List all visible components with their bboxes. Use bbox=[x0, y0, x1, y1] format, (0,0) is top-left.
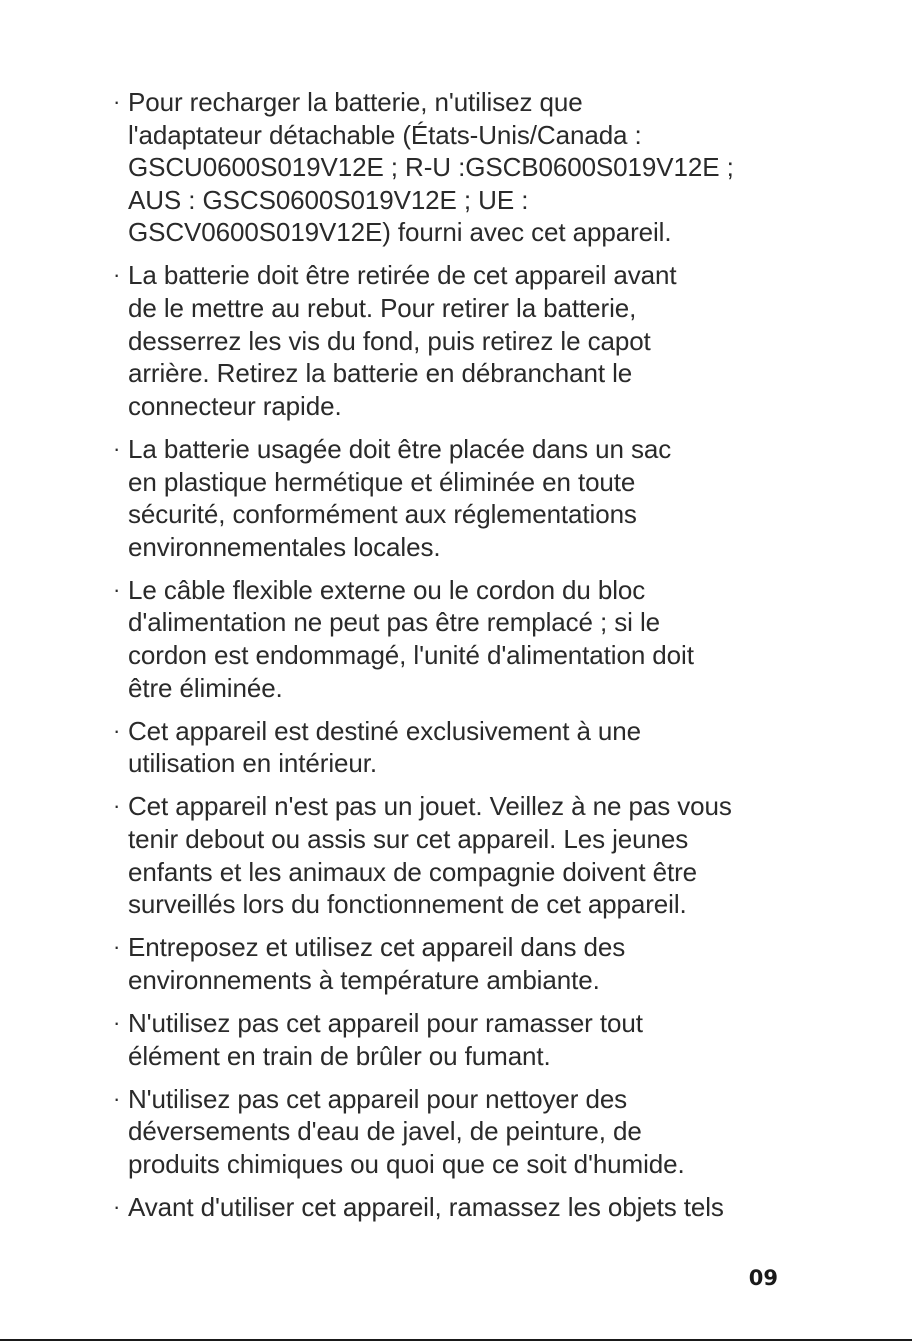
list-item-text-line: cordon est endommagé, l'unité d'alimentation doit bbox=[128, 640, 694, 670]
list-item-text-line: N'utilisez pas cet appareil pour ramasser tout bbox=[128, 1007, 643, 1038]
list-item-text-line: surveillés lors du fonctionnement de cet appareil. bbox=[128, 889, 687, 920]
list-item-text-line: être éliminée. bbox=[128, 672, 283, 703]
bullet-icon: · bbox=[113, 793, 121, 819]
list-item-text-line: environnements à température ambiante. bbox=[128, 964, 600, 995]
list-item-text-line: tenir debout ou assis sur cet appareil. Les jeunes bbox=[128, 823, 689, 854]
bullet-icon: · bbox=[113, 934, 121, 960]
bottom-rule bbox=[0, 1339, 912, 1341]
list-item bbox=[112, 790, 792, 920]
list-item-text-line: sécurité, conformément aux réglementations bbox=[128, 499, 637, 530]
list-item-text-line: Avant d'utiliser cet appareil, ramassez les objets tels bbox=[128, 1191, 724, 1222]
list-item-text-line: produits chimiques ou quoi que ce soit d'humide. bbox=[128, 1148, 685, 1179]
list-item-text-line: arrière. Retirez la batterie en débranchant le bbox=[128, 358, 633, 389]
list-item-text-line: La batterie usagée doit être placée dans un sac bbox=[128, 433, 672, 464]
list-item-text-line: d'alimentation ne peut pas être remplacé ; si le bbox=[128, 607, 661, 638]
list-item-text-line: La batterie doit être retirée de cet appareil avant bbox=[128, 260, 677, 291]
page-number: 09 bbox=[748, 1266, 778, 1290]
list-item bbox=[112, 433, 792, 563]
list-item-text-line: desserrez les vis du fond, puis retirez le capot bbox=[128, 325, 651, 356]
list-item-text-line: l'adaptateur détachable (États-Unis/Canada : bbox=[128, 119, 642, 150]
bullet-icon: · bbox=[113, 717, 121, 743]
list-item-text-line: Cet appareil n'est pas un jouet. Veillez à ne pas vous bbox=[128, 791, 732, 822]
list-item-text-line: en plastique hermétique et éliminée en toute bbox=[128, 466, 636, 497]
list-item-text-line: connecteur rapide. bbox=[128, 390, 342, 421]
list-item-text-line: N'utilisez pas cet appareil pour nettoyer des bbox=[128, 1083, 628, 1114]
list-item-text-line: GSCU0600S019V12E ; R-U :GSCB0600S019V12E ; bbox=[128, 152, 734, 183]
bullet-icon: · bbox=[113, 576, 121, 602]
list-item-text-line: Cet appareil est destiné exclusivement à une bbox=[128, 715, 642, 746]
list-item-text-line: AUS : GSCS0600S019V12E ; UE : bbox=[128, 184, 529, 215]
list-item-text-line: GSCV0600S019V12E) fourni avec cet appareil. bbox=[128, 217, 672, 248]
list-item bbox=[112, 259, 792, 422]
list-item bbox=[112, 715, 792, 780]
safety-instructions-list bbox=[112, 86, 792, 1234]
list-item-text-line: Entreposez et utilisez cet appareil dans des bbox=[128, 932, 626, 963]
list-item-text-line: Le câble flexible externe ou le cordon du bloc bbox=[128, 574, 646, 605]
list-item-text-line: Pour recharger la batterie, n'utilisez que bbox=[128, 87, 583, 117]
list-item bbox=[112, 1007, 792, 1072]
list-item-text-line: élément en train de brûler ou fumant. bbox=[128, 1040, 551, 1071]
list-item-text-line: utilisation en intérieur. bbox=[128, 748, 377, 779]
bullet-icon: · bbox=[113, 435, 121, 461]
bullet-icon: · bbox=[113, 1009, 121, 1035]
list-item bbox=[112, 86, 792, 249]
list-item-text-line: enfants et les animaux de compagnie doivent être bbox=[128, 856, 698, 887]
list-item bbox=[112, 1191, 792, 1224]
list-item bbox=[112, 574, 792, 704]
bullet-icon: · bbox=[113, 262, 121, 288]
bullet-icon: · bbox=[113, 1193, 121, 1219]
list-item-text-line: environnementales locales. bbox=[128, 531, 441, 562]
list-item-text-line: déversements d'eau de javel, de peinture, de bbox=[128, 1116, 642, 1147]
list-item bbox=[112, 931, 792, 996]
list-item-text-line: de le mettre au rebut. Pour retirer la batterie, bbox=[128, 293, 637, 324]
bullet-icon: · bbox=[113, 1085, 121, 1111]
bullet-icon: · bbox=[113, 89, 121, 114]
list-item bbox=[112, 1083, 792, 1181]
